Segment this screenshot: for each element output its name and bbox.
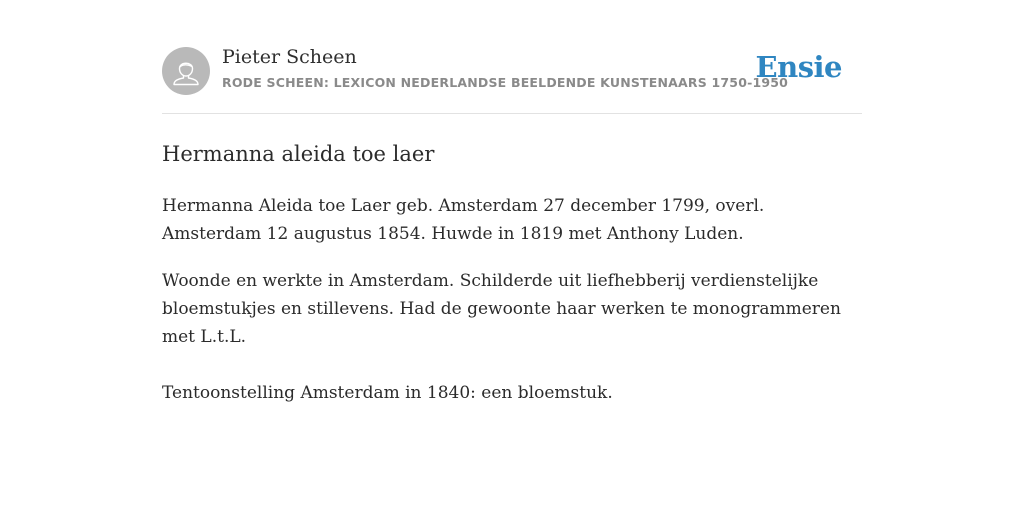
article-title: Hermanna aleida toe laer	[162, 142, 435, 166]
article-paragraph: Tentoonstelling Amsterdam in 1840: een bloemstuk.	[162, 383, 613, 403]
article-paragraph: Hermanna Aleida toe Laer geb. Amsterdam 27 december 1799, overl. Amsterdam 12 augustus 1854. Huwde in 1819 met Anthony Luden.	[162, 196, 765, 244]
article-header	[162, 44, 862, 114]
author-name[interactable]: Pieter Scheen	[222, 46, 357, 68]
article-paragraph: Woonde en werkte in Amsterdam. Schilderde uit liefhebberij verdienstelijke bloemstukjes en stillevens. Had de gewoonte haar werken te monogrammeren met L.t.L.	[162, 271, 841, 347]
article-card	[162, 44, 862, 407]
author-avatar[interactable]	[162, 47, 210, 95]
ensie-logo-link[interactable]: Ensie	[755, 50, 842, 84]
article-body	[162, 192, 862, 407]
author-source: RODE SCHEEN: LEXICON NEDERLANDSE BEELDENDE KUNSTENAARS 1750-1950	[222, 75, 789, 90]
user-icon	[162, 47, 210, 95]
